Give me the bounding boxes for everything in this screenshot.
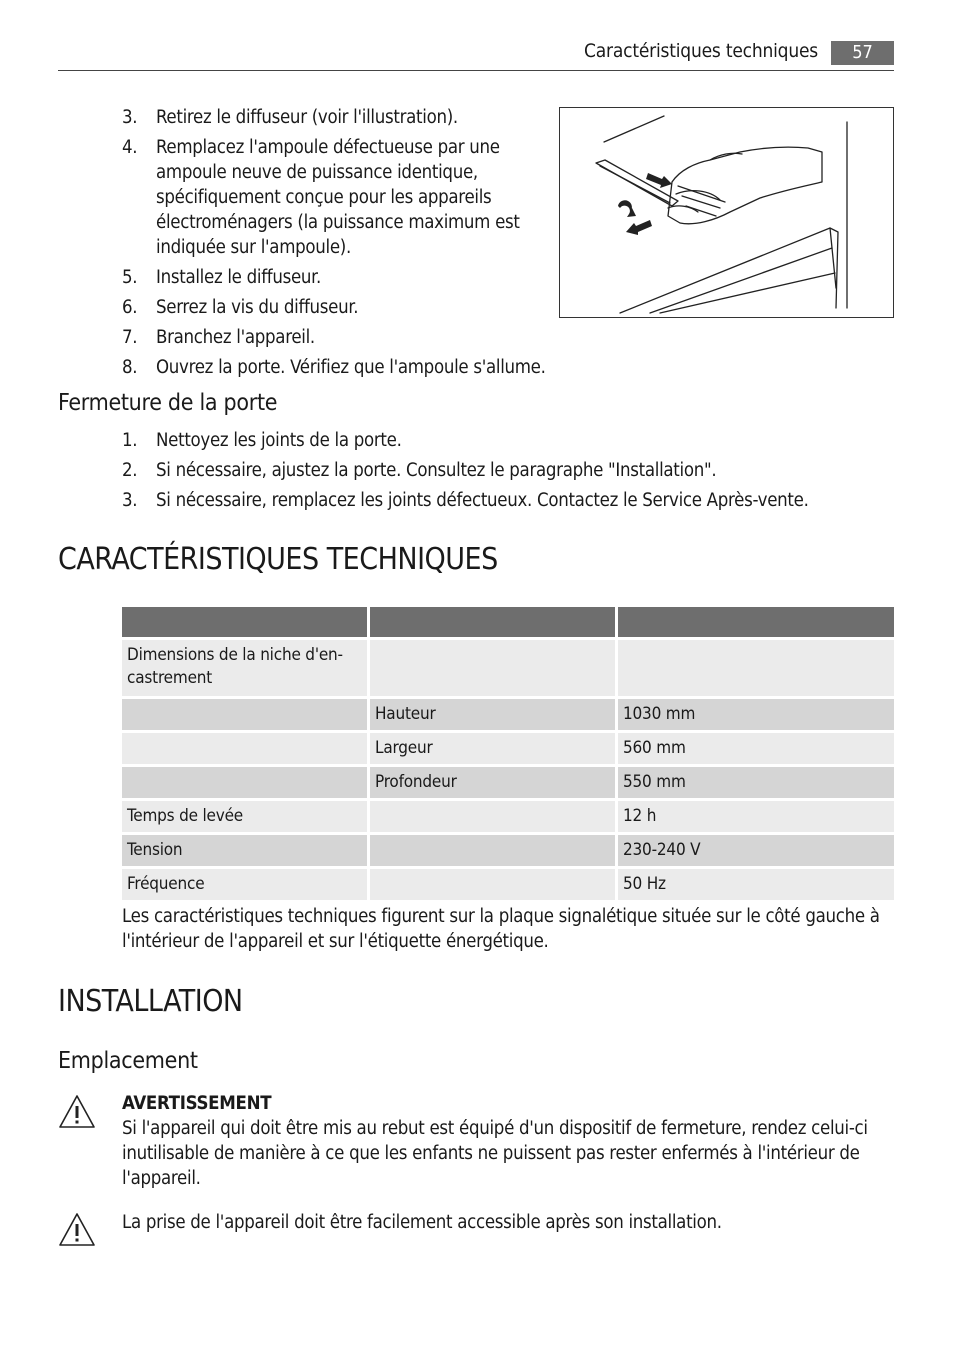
warning-text: Si l'appareil qui doit être mis au rebut est équipé d'un dispositif de fermeture, rendez celui-ci inutilisable de manière à ce que les enfants ne puissent pas rester enfermés à l'intérieur de l'appareil.: [122, 1118, 868, 1189]
location-subheading: Emplacement: [58, 1048, 198, 1074]
table-row: Tension 230-240 V: [122, 835, 894, 869]
door-section-heading: Fermeture de la porte: [58, 390, 278, 416]
specs-note: Les caractéristiques techniques figurent sur la plaque signalétique située sur le côté gauche à l'intérieur de l'appareil et sur l'étiquette énergétique.: [122, 906, 880, 952]
step-item: 4. Remplacez l'ampoule défectueuse par une ampoule neuve de puissance identique, spécifiquement conçue pour les appareils électroménagers (la puissance maximum est indiquée sur l'ampoule).: [122, 137, 520, 258]
table-row: Temps de levée 12 h: [122, 801, 894, 835]
table-row: Dimensions de la niche d'en-castrement: [122, 640, 894, 699]
table-row: Profondeur 550 mm: [122, 767, 894, 801]
lamp-replacement-steps: [122, 105, 546, 385]
table-row: Fréquence 50 Hz: [122, 869, 894, 903]
step-item: 8. Ouvrez la porte. Vérifiez que l'ampoule s'allume.: [122, 357, 546, 378]
step-item: 3. Si nécessaire, remplacez les joints défectueux. Contactez le Service Après-vente.: [122, 490, 809, 511]
header-rule: [58, 70, 894, 71]
table-row: Largeur 560 mm: [122, 733, 894, 767]
warning-icon: [58, 1094, 96, 1130]
table-row: Hauteur 1030 mm: [122, 699, 894, 733]
step-item: 3. Retirez le diffuseur (voir l'illustration).: [122, 107, 458, 128]
running-header-title: Caractéristiques techniques: [584, 40, 818, 62]
step-item: 2. Si nécessaire, ajustez la porte. Consultez le paragraphe "Installation".: [122, 460, 717, 481]
step-item: 5. Installez le diffuseur.: [122, 267, 321, 288]
door-steps: [122, 428, 902, 518]
step-item: 1. Nettoyez les joints de la porte.: [122, 430, 402, 451]
step-item: 7. Branchez l'appareil.: [122, 327, 315, 348]
lamp-diffuser-illustration: [559, 107, 894, 318]
specs-heading: CARACTÉRISTIQUES TECHNIQUES: [58, 542, 498, 577]
specs-table: [122, 607, 894, 903]
warning-title: AVERTISSEMENT: [122, 1093, 272, 1114]
warning-icon: [58, 1212, 96, 1248]
socket-note: La prise de l'appareil doit être facilement accessible après son installation.: [122, 1212, 722, 1233]
table-header-row: [122, 607, 894, 640]
installation-heading: INSTALLATION: [58, 984, 243, 1019]
page-number: 57: [831, 41, 894, 65]
warning-block: [122, 1091, 897, 1191]
step-item: 6. Serrez la vis du diffuseur.: [122, 297, 359, 318]
